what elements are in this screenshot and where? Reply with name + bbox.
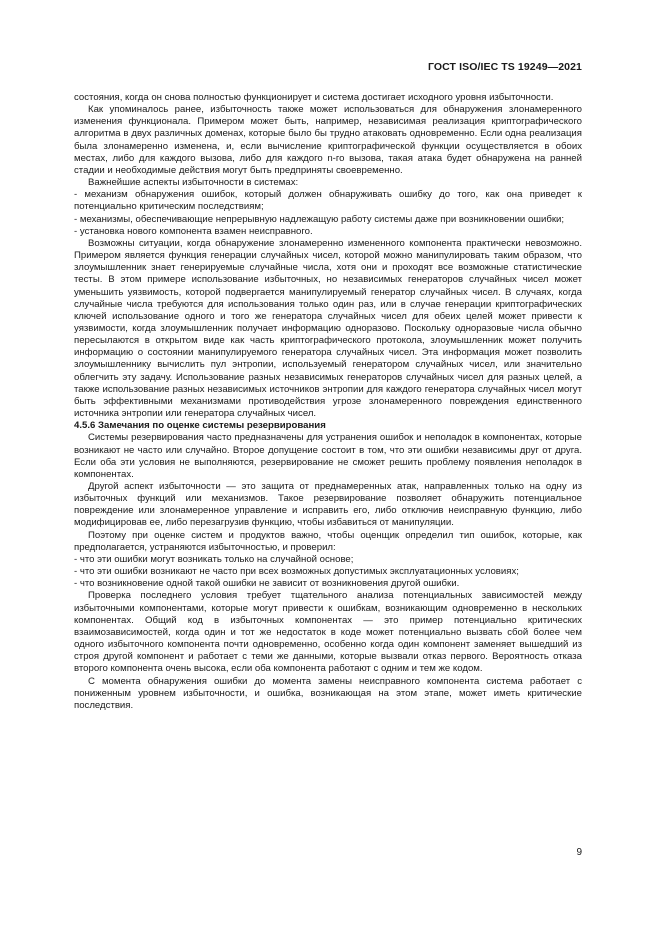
paragraph: Другой аспект избыточности — это защита от преднамеренных атак, направленных только на одну из избыточных функций или механизмов. Такое резервирование позволяет обнаружить потенциальное повреждение или злонамеренное управление и исправить его, либо отключив неисправную функцию, либо модифицировав ее, либо перезагрузив функцию, чтобы избавиться от манипуляции. xyxy=(74,481,582,529)
paragraph: Проверка последнего условия требует тщательного анализа потенциальных зависимостей между избыточными компонентами, которые могут привести к ошибкам, возникающим одновременно в нескольких компонентах. Общий код в избыточных компонентах — это пример потенциально критических взаимозависимостей, когда один и тот же недостаток в коде может потенциально вызвать сбой более чем одного избыточного компонента почти одновременно, особенно когда один компонент заменяет вышедший из строя другой компонент и работает с теми же данными, которые вызвали отказ первого. Вероятность отказа второго компонента очень высока, если оба компонента работают с одним и тем же кодом. xyxy=(74,590,582,675)
list-item: - что эти ошибки могут возникать только на случайной основе; xyxy=(74,554,582,566)
list-item: - механизм обнаружения ошибок, который должен обнаруживать ошибку до того, как она приведет к потенциально критическим последствиям; xyxy=(74,189,582,213)
section-heading xyxy=(74,420,582,432)
list-item: - что возникновение одной такой ошибки не зависит от возникновения другой ошибки. xyxy=(74,578,582,590)
page-number: 9 xyxy=(576,847,582,858)
paragraph: Поэтому при оценке систем и продуктов важно, чтобы оценщик определил тип ошибок, которые, как предполагается, устраняются избыточностью, и проверил: xyxy=(74,529,582,553)
list-item: - что эти ошибки возникают не часто при всех возможных допустимых эксплуатационных условиях; xyxy=(74,566,582,578)
paragraph: С момента обнаружения ошибки до момента замены неисправного компонента система работает с пониженным уровнем избыточности, и ошибка, возникающая на этом этапе, может иметь критические последствия. xyxy=(74,675,582,711)
paragraph: Как упоминалось ранее, избыточность также может использоваться для обнаружения злонамеренного изменения функционала. Примером может быть, например, независимая реализация криптографического алгоритма в двух различных доменах, которые было бы трудно атаковать одновременно. Если одна реализация была злонамеренно изменена, и, если вычисление криптографической функции осуществляется в обоих местах, либо для каждого вызова, либо для каждого n-го вызова, такая атака будет обнаружена на ранней стадии и необходимые действия могут быть предприняты своевременно. xyxy=(74,104,582,176)
section-heading-text: 4.5.6 Замечания по оценке системы резервирования xyxy=(74,420,326,432)
list-item: - механизмы, обеспечивающие непрерывную надлежащую работу системы даже при возникновении ошибки; xyxy=(74,214,582,226)
paragraph: состояния, когда он снова полностью функционирует и система достигает исходного уровня избыточности. xyxy=(74,92,554,103)
list-item: - установка нового компонента взамен неисправного. xyxy=(74,226,582,238)
body-text xyxy=(74,92,582,712)
standard-header: ГОСТ ISO/IEC TS 19249—2021 xyxy=(427,61,582,73)
paragraph: Важнейшие аспекты избыточности в системах: xyxy=(88,177,299,189)
paragraph: Возможны ситуации, когда обнаружение злонамеренно измененного компонента практически невозможно. Примером является функция генерации случайных чисел, которой можно манипулировать таким образом, что злоумышленник знает генерируемые случайные числа, хотя они и проходят все возможные статистические тесты. В этом примере использование избыточных, но независимых генераторов случайных чисел может уменьшить уязвимость, которой подвергается манипулируемый генератор случайных чисел. В случаях, когда случайные числа требуются для использования только один раз, или в случае генерации криптографических ключей использование одного и того же генератора случайных чисел для обеих целей может привести к уязвимости, когда злоумышленник получает информацию одноразово. Поскольку одноразовые числа обычно пересылаются в открытом виде как часть криптографического протокола, злоумышленник может получить информацию о состоянии манипулируемого генератора случайных чисел. Эта информация может позволить злоумышленнику вычислить пул энтропии, используемый генератором случайных чисел, или значительно облегчить эту задачу. Использование разных независимых генераторов случайных чисел для разных целей, а также использование разных независимых источников энтропии для каждого генератора случайных чисел могут быть эффективными механизмами противодействия угрозе злонамеренного повреждения единственного источника энтропии или генератора случайных чисел. xyxy=(74,237,582,420)
paragraph: Системы резервирования часто предназначены для устранения ошибок и неполадок в компонентах, которые возникают не часто или случайно. Второе допущение состоит в том, что эти ошибки независимы друг от друга. Если оба эти условия не выполняются, резервирование не сможет решить проблему появления неполадок в компонентах. xyxy=(74,432,582,480)
